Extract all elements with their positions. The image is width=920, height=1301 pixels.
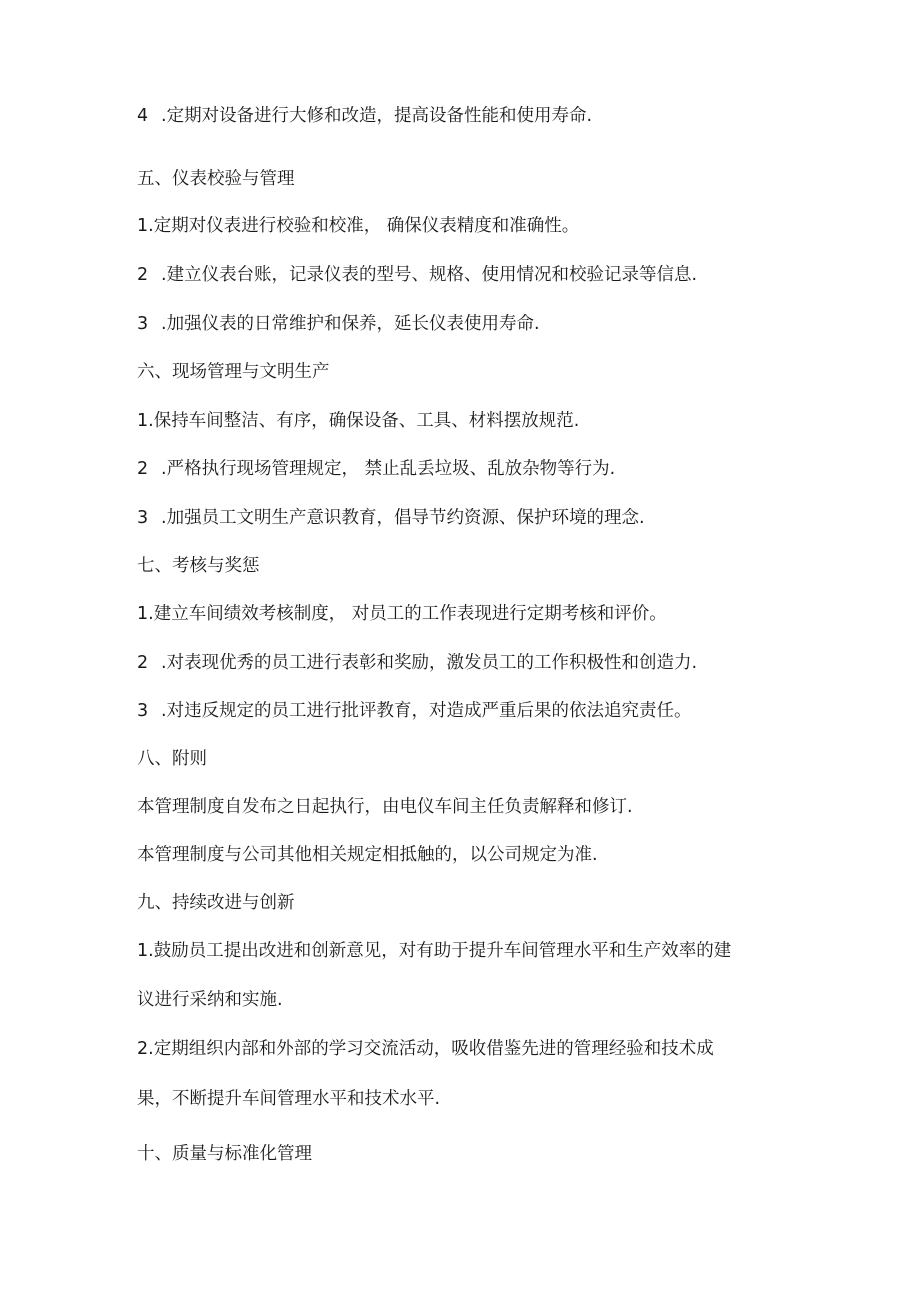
item-number: 3: [137, 508, 149, 528]
section-heading: 六、现场管理与文明生产: [137, 362, 330, 382]
section-heading: 七、考核与奖惩: [137, 556, 260, 576]
item-text: .加强仪表的日常维护和保养，延长仪表使用寿命.: [161, 314, 540, 334]
item-number: 4: [137, 106, 149, 126]
item-number: 3: [137, 701, 149, 721]
item-number: 2: [137, 653, 149, 673]
item-text: .定期对设备进行大修和改造，提高设备性能和使用寿命.: [161, 106, 593, 126]
list-item: [137, 655, 697, 673]
section-heading: 五、仪表校验与管理: [137, 169, 295, 189]
list-item-continuation: 果，不断提升车间管理水平和技术水平.: [137, 1089, 441, 1109]
list-item: [137, 267, 697, 285]
list-item: [137, 461, 615, 479]
section-heading: 九、持续改进与创新: [137, 893, 295, 913]
item-number: 2: [137, 459, 149, 479]
item-text: .对违反规定的员工进行批评教育，对造成严重后果的依法追究责任。: [161, 701, 692, 721]
item-number: 2: [137, 265, 149, 285]
paragraph: 本管理制度与公司其他相关规定相抵触的，以公司规定为准.: [137, 845, 598, 865]
list-item: 1.定期对仪表进行校验和校准， 确保仪表精度和准确性。: [137, 216, 580, 236]
list-item: [137, 703, 692, 721]
list-item: 1.鼓励员工提出改进和创新意见，对有助于提升车间管理水平和生产效率的建: [137, 941, 732, 961]
list-item: 1.建立车间绩效考核制度， 对员工的工作表现进行定期考核和评价。: [137, 604, 667, 624]
item-text: .建立仪表台账，记录仪表的型号、规格、使用情况和校验记录等信息.: [161, 265, 698, 285]
paragraph: 本管理制度自发布之日起执行，由电仪车间主任负责解释和修订.: [137, 797, 633, 817]
item-text: .对表现优秀的员工进行表彰和奖励，激发员工的工作积极性和创造力.: [161, 653, 698, 673]
list-item: [137, 510, 645, 528]
list-item: 1.保持车间整洁、有序，确保设备、工具、材料摆放规范.: [137, 411, 580, 431]
item-number: 3: [137, 314, 149, 334]
list-item: 2.定期组织内部和外部的学习交流活动，吸收借鉴先进的管理经验和技术成: [137, 1039, 714, 1059]
item-text: .加强员工文明生产意识教育，倡导节约资源、保护环境的理念.: [161, 508, 645, 528]
section-heading: 八、附则: [137, 749, 207, 769]
list-item: [137, 316, 540, 334]
list-item-continuation: 议进行采纳和实施.: [137, 990, 283, 1010]
item-text: .严格执行现场管理规定， 禁止乱丢垃圾、乱放杂物等行为.: [161, 459, 616, 479]
section-heading: 十、质量与标准化管理: [137, 1144, 312, 1164]
list-item: [137, 108, 592, 126]
